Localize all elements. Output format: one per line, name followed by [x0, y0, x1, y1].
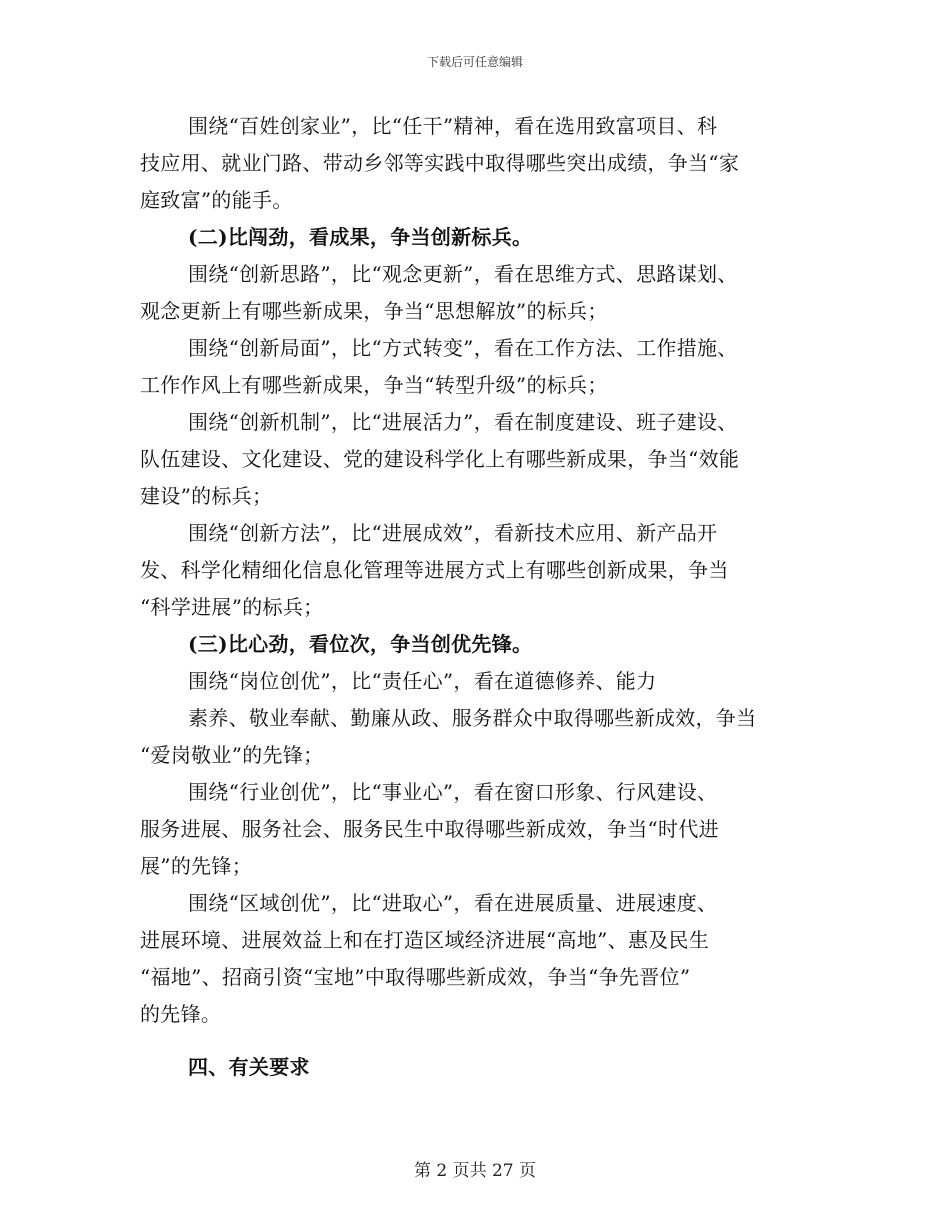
paragraph-line: 围绕“区域创优”，比“进取心”，看在进展质量、进展速度、: [188, 891, 718, 915]
section-heading: 四、有关要求: [188, 1055, 310, 1079]
page-footer: 第 2 页共 27 页: [413, 1161, 537, 1181]
paragraph-line: 围绕“岗位创优”，比“责任心”，看在道德修养、能力: [188, 669, 657, 693]
paragraph-line: “科学进展”的标兵；: [140, 595, 324, 619]
paragraph-line: 建设”的标兵；: [140, 484, 273, 508]
paragraph-line: 展”的先锋；: [140, 854, 253, 878]
paragraph-line: 围绕“创新机制”，比“进展活力”，看在制度建设、班子建设、: [188, 410, 738, 434]
paragraph-line: 围绕“创新思路”，比“观念更新”，看在思维方式、思路谋划、: [188, 262, 738, 286]
paragraph-line: 围绕“创新局面”，比“方式转变”，看在工作方法、工作措施、: [188, 336, 738, 360]
paragraph-line: 观念更新上有哪些新成果，争当“思想解放”的标兵；: [140, 299, 608, 323]
paragraph-line: 素养、敬业奉献、勤廉从政、服务群众中取得哪些新成效，争当: [188, 706, 757, 730]
section-heading: (二)比闯劲，看成果，争当创新标兵。: [188, 225, 533, 249]
paragraph-line: 围绕“行业创优”，比“事业心”，看在窗口形象、行风建设、: [188, 780, 718, 804]
section-heading: (三)比心劲，看位次，争当创优先锋。: [188, 632, 533, 656]
paragraph-line: 工作作风上有哪些新成果，争当“转型升级”的标兵；: [140, 373, 608, 397]
paragraph-line: 庭致富”的能手。: [140, 188, 293, 212]
paragraph-line: 发、科学化精细化信息化管理等进展方式上有哪些创新成果，争当: [140, 558, 729, 582]
paragraph-line: 服务进展、服务社会、服务民生中取得哪些新成效，争当“时代进: [140, 817, 719, 841]
paragraph-line: 的先锋。: [140, 1002, 222, 1026]
paragraph-line: “爱岗敬业”的先锋；: [140, 743, 324, 767]
paragraph-line: 进展环境、进展效益上和在打造区域经济进展“高地”、惠及民生: [140, 928, 710, 952]
paragraph-line: “福地”、招商引资“宝地”中取得哪些新成效，争当“争先晋位”: [140, 965, 691, 989]
paragraph-line: 队伍建设、文化建设、党的建设科学化上有哪些新成果，争当“效能: [140, 447, 740, 471]
paragraph-line: 技应用、就业门路、带动乡邻等实践中取得哪些突出成绩，争当“家: [140, 151, 740, 175]
paragraph-line: 围绕“创新方法”，比“进展成效”，看新技术应用、新产品开: [188, 521, 718, 545]
document-body: [140, 108, 810, 1086]
paragraph-line: 围绕“百姓创家业”，比“任干”精神，看在选用致富项目、科: [188, 114, 718, 138]
page-header: 下载后可任意编辑: [426, 55, 523, 69]
